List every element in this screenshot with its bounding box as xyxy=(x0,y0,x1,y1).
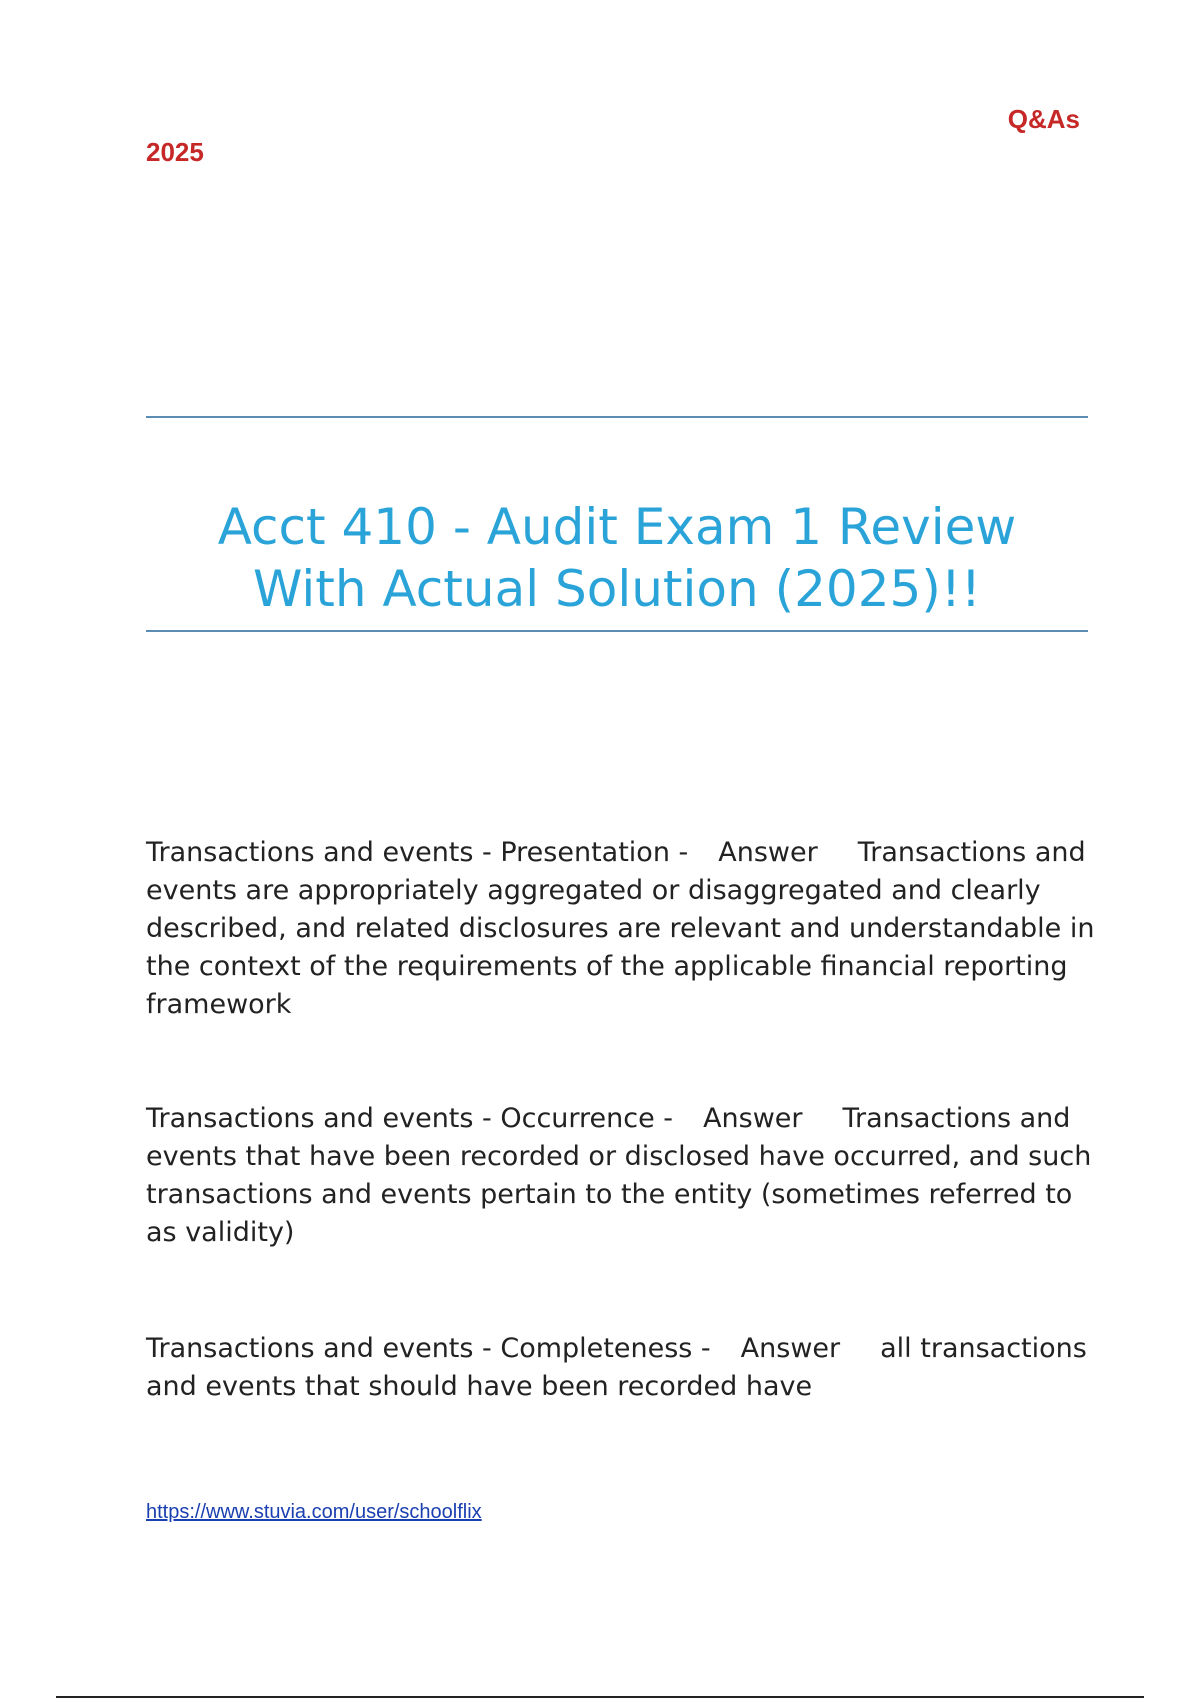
qa-answer-label: Answer xyxy=(718,837,818,868)
title-line-2: With Actual Solution (2025)!! xyxy=(253,560,981,618)
qa-answer: Transactions and events that have been recorded or disclosed have occurred, and such transactions and events pertain to the entity (sometimes referred to as validity) xyxy=(146,1103,1100,1248)
title-top-divider xyxy=(146,416,1088,418)
header-qas-label: Q&As xyxy=(1007,104,1080,134)
header-year-label: 2025 xyxy=(146,137,204,167)
qa-item-completeness xyxy=(146,1330,1096,1406)
qa-question: Transactions and events - Presentation - xyxy=(146,837,689,868)
qa-item-presentation xyxy=(146,834,1104,1024)
qa-answer: all transactions and events that should have been recorded have xyxy=(146,1333,1096,1402)
qa-answer-label: Answer xyxy=(740,1333,841,1364)
document-title xyxy=(146,496,1088,620)
qa-question: Transactions and events - Completeness - xyxy=(146,1333,711,1364)
qa-answer-label: Answer xyxy=(703,1103,803,1134)
title-line-1: Acct 410 - Audit Exam 1 Review xyxy=(217,498,1017,556)
footer-source-link[interactable]: https://www.stuvia.com/user/schoolflix xyxy=(146,1501,482,1523)
qa-question: Transactions and events - Occurrence - xyxy=(146,1103,674,1134)
page-bottom-divider xyxy=(56,1696,1144,1698)
qa-answer: Transactions and events are appropriately aggregated or disaggregated and clearly described, and related disclosures are relevant and understandable in the context of the requirements of the applicable financial reporting framework xyxy=(146,837,1104,1020)
qa-item-occurrence xyxy=(146,1100,1100,1252)
title-bottom-divider xyxy=(146,630,1088,632)
